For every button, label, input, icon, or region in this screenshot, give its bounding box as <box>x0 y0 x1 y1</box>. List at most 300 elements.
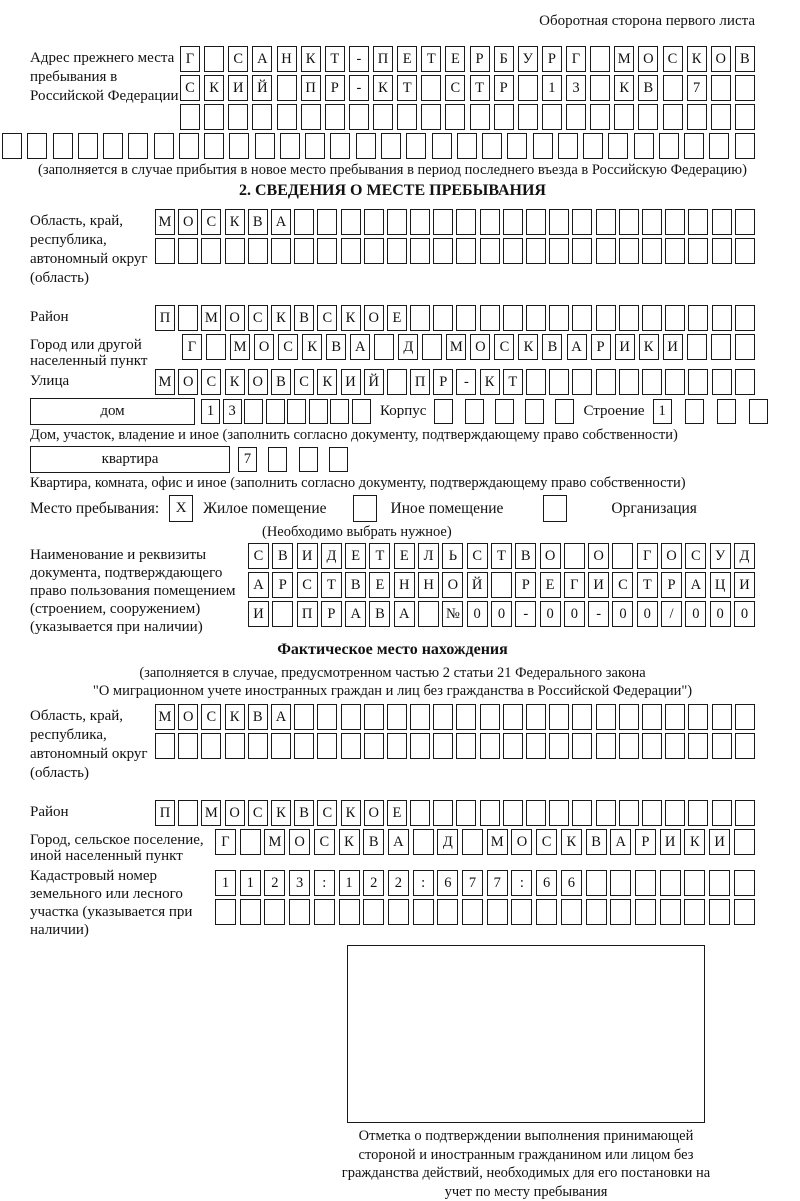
char-cell[interactable] <box>642 369 662 395</box>
oblast-row-2[interactable] <box>155 238 755 264</box>
char-cell[interactable] <box>406 133 426 159</box>
char-cell[interactable]: В <box>294 800 314 826</box>
char-cell[interactable] <box>228 104 248 130</box>
document-row-3[interactable] <box>248 601 755 627</box>
char-cell[interactable]: О <box>470 334 490 360</box>
char-cell[interactable] <box>240 829 261 855</box>
kvartira-box[interactable]: квартира <box>30 446 230 473</box>
char-cell[interactable]: К <box>518 334 538 360</box>
char-cell[interactable] <box>480 238 500 264</box>
dom-box[interactable]: дом <box>30 398 195 425</box>
char-cell[interactable] <box>495 399 514 424</box>
char-cell[interactable] <box>494 104 514 130</box>
char-cell[interactable] <box>349 104 369 130</box>
char-cell[interactable]: О <box>540 543 561 569</box>
char-cell[interactable]: П <box>410 369 430 395</box>
char-cell[interactable]: Т <box>421 46 441 72</box>
char-cell[interactable] <box>663 104 683 130</box>
char-cell[interactable]: Е <box>394 543 415 569</box>
char-cell[interactable]: Д <box>437 829 458 855</box>
char-cell[interactable]: К <box>271 800 291 826</box>
ulitsa-row[interactable] <box>155 369 755 395</box>
char-cell[interactable]: 3 <box>566 75 586 101</box>
char-cell[interactable] <box>518 75 538 101</box>
char-cell[interactable]: Д <box>321 543 342 569</box>
char-cell[interactable] <box>549 238 569 264</box>
char-cell[interactable] <box>526 733 546 759</box>
char-cell[interactable]: 7 <box>487 870 508 896</box>
char-cell[interactable] <box>364 238 384 264</box>
char-cell[interactable] <box>536 899 557 925</box>
char-cell[interactable] <box>619 209 639 235</box>
char-cell[interactable]: О <box>225 800 245 826</box>
char-cell[interactable]: К <box>480 369 500 395</box>
char-cell[interactable] <box>432 133 452 159</box>
char-cell[interactable]: А <box>350 334 370 360</box>
char-cell[interactable]: И <box>734 572 755 598</box>
char-cell[interactable]: С <box>536 829 557 855</box>
char-cell[interactable] <box>660 870 681 896</box>
char-cell[interactable] <box>660 899 681 925</box>
char-cell[interactable]: Г <box>180 46 200 72</box>
char-cell[interactable] <box>572 733 592 759</box>
char-cell[interactable] <box>2 133 22 159</box>
char-cell[interactable] <box>201 733 221 759</box>
char-cell[interactable]: Г <box>566 46 586 72</box>
char-cell[interactable] <box>734 870 755 896</box>
char-cell[interactable] <box>610 899 631 925</box>
char-cell[interactable]: 2 <box>388 870 409 896</box>
char-cell[interactable]: А <box>271 704 291 730</box>
char-cell[interactable]: М <box>230 334 250 360</box>
char-cell[interactable]: И <box>341 369 361 395</box>
char-cell[interactable]: Т <box>321 572 342 598</box>
char-cell[interactable] <box>665 704 685 730</box>
char-cell[interactable] <box>482 133 502 159</box>
char-cell[interactable] <box>225 733 245 759</box>
char-cell[interactable] <box>642 704 662 730</box>
char-cell[interactable]: Е <box>387 800 407 826</box>
char-cell[interactable]: : <box>314 870 335 896</box>
char-cell[interactable] <box>608 133 628 159</box>
char-cell[interactable] <box>735 334 755 360</box>
char-cell[interactable] <box>572 238 592 264</box>
char-cell[interactable]: П <box>301 75 321 101</box>
char-cell[interactable] <box>619 369 639 395</box>
char-cell[interactable] <box>410 704 430 730</box>
char-cell[interactable] <box>711 334 731 360</box>
gorod-row[interactable] <box>182 334 755 360</box>
char-cell[interactable] <box>503 800 523 826</box>
char-cell[interactable] <box>572 209 592 235</box>
char-cell[interactable]: Т <box>325 46 345 72</box>
char-cell[interactable]: С <box>278 334 298 360</box>
char-cell[interactable] <box>178 733 198 759</box>
char-cell[interactable] <box>735 75 755 101</box>
char-cell[interactable] <box>564 543 585 569</box>
char-cell[interactable] <box>352 399 371 424</box>
char-cell[interactable] <box>305 133 325 159</box>
char-cell[interactable] <box>277 104 297 130</box>
char-cell[interactable] <box>456 305 476 331</box>
char-cell[interactable] <box>179 133 199 159</box>
char-cell[interactable] <box>619 238 639 264</box>
char-cell[interactable]: С <box>467 543 488 569</box>
char-cell[interactable]: К <box>373 75 393 101</box>
char-cell[interactable]: А <box>567 334 587 360</box>
char-cell[interactable] <box>642 733 662 759</box>
char-cell[interactable]: 0 <box>467 601 488 627</box>
char-cell[interactable] <box>665 800 685 826</box>
char-cell[interactable] <box>665 238 685 264</box>
char-cell[interactable]: С <box>180 75 200 101</box>
char-cell[interactable] <box>503 704 523 730</box>
char-cell[interactable]: Т <box>503 369 523 395</box>
char-cell[interactable] <box>204 104 224 130</box>
char-cell[interactable] <box>215 899 236 925</box>
char-cell[interactable] <box>364 704 384 730</box>
char-cell[interactable] <box>317 238 337 264</box>
char-cell[interactable]: 6 <box>561 870 582 896</box>
char-cell[interactable] <box>572 800 592 826</box>
char-cell[interactable] <box>373 104 393 130</box>
char-cell[interactable]: Й <box>252 75 272 101</box>
char-cell[interactable] <box>341 704 361 730</box>
char-cell[interactable] <box>434 399 453 424</box>
char-cell[interactable] <box>268 447 287 472</box>
char-cell[interactable] <box>734 899 755 925</box>
char-cell[interactable] <box>596 704 616 730</box>
char-cell[interactable] <box>526 238 546 264</box>
char-cell[interactable]: Е <box>345 543 366 569</box>
char-cell[interactable] <box>264 899 285 925</box>
char-cell[interactable]: 6 <box>437 870 458 896</box>
char-cell[interactable] <box>526 305 546 331</box>
char-cell[interactable] <box>735 369 755 395</box>
char-cell[interactable] <box>561 899 582 925</box>
char-cell[interactable] <box>418 601 439 627</box>
char-cell[interactable]: С <box>297 572 318 598</box>
char-cell[interactable]: П <box>373 46 393 72</box>
dom-cells[interactable] <box>201 399 371 424</box>
char-cell[interactable] <box>480 704 500 730</box>
checkbox-inoe[interactable] <box>353 495 377 522</box>
char-cell[interactable] <box>642 305 662 331</box>
char-cell[interactable] <box>590 46 610 72</box>
char-cell[interactable] <box>341 733 361 759</box>
char-cell[interactable] <box>549 704 569 730</box>
char-cell[interactable] <box>635 899 656 925</box>
char-cell[interactable] <box>572 704 592 730</box>
char-cell[interactable]: А <box>345 601 366 627</box>
char-cell[interactable] <box>487 899 508 925</box>
char-cell[interactable]: И <box>297 543 318 569</box>
char-cell[interactable] <box>596 238 616 264</box>
char-cell[interactable] <box>688 238 708 264</box>
char-cell[interactable]: И <box>709 829 730 855</box>
char-cell[interactable]: М <box>155 369 175 395</box>
kadastr-row-2[interactable] <box>215 899 755 925</box>
char-cell[interactable] <box>619 733 639 759</box>
char-cell[interactable] <box>413 829 434 855</box>
char-cell[interactable] <box>596 209 616 235</box>
char-cell[interactable]: Т <box>470 75 490 101</box>
char-cell[interactable]: В <box>735 46 755 72</box>
char-cell[interactable] <box>549 733 569 759</box>
char-cell[interactable]: С <box>248 800 268 826</box>
fact-rayon-row[interactable] <box>155 800 755 826</box>
char-cell[interactable]: Е <box>445 46 465 72</box>
char-cell[interactable]: : <box>511 870 532 896</box>
char-cell[interactable] <box>596 305 616 331</box>
char-cell[interactable]: О <box>254 334 274 360</box>
char-cell[interactable] <box>294 704 314 730</box>
char-cell[interactable]: 1 <box>215 870 236 896</box>
char-cell[interactable]: В <box>369 601 390 627</box>
char-cell[interactable]: В <box>363 829 384 855</box>
char-cell[interactable]: - <box>588 601 609 627</box>
char-cell[interactable] <box>507 133 527 159</box>
char-cell[interactable]: Г <box>215 829 236 855</box>
char-cell[interactable] <box>549 800 569 826</box>
char-cell[interactable] <box>277 75 297 101</box>
char-cell[interactable] <box>309 399 328 424</box>
char-cell[interactable]: М <box>487 829 508 855</box>
char-cell[interactable] <box>387 369 407 395</box>
char-cell[interactable]: К <box>225 704 245 730</box>
char-cell[interactable]: 2 <box>363 870 384 896</box>
char-cell[interactable] <box>572 305 592 331</box>
char-cell[interactable]: 1 <box>542 75 562 101</box>
char-cell[interactable] <box>178 800 198 826</box>
char-cell[interactable]: И <box>615 334 635 360</box>
char-cell[interactable] <box>635 870 656 896</box>
char-cell[interactable] <box>583 133 603 159</box>
char-cell[interactable] <box>271 733 291 759</box>
char-cell[interactable]: 0 <box>734 601 755 627</box>
char-cell[interactable] <box>325 104 345 130</box>
char-cell[interactable]: И <box>663 334 683 360</box>
char-cell[interactable]: Т <box>491 543 512 569</box>
char-cell[interactable] <box>596 733 616 759</box>
char-cell[interactable]: В <box>248 704 268 730</box>
char-cell[interactable]: - <box>349 75 369 101</box>
char-cell[interactable] <box>433 305 453 331</box>
char-cell[interactable] <box>735 133 755 159</box>
char-cell[interactable]: 0 <box>710 601 731 627</box>
char-cell[interactable]: С <box>494 334 514 360</box>
char-cell[interactable]: 0 <box>685 601 706 627</box>
char-cell[interactable] <box>665 305 685 331</box>
char-cell[interactable]: 3 <box>289 870 310 896</box>
char-cell[interactable]: В <box>271 369 291 395</box>
char-cell[interactable] <box>178 305 198 331</box>
char-cell[interactable] <box>421 75 441 101</box>
char-cell[interactable] <box>330 133 350 159</box>
char-cell[interactable] <box>735 704 755 730</box>
char-cell[interactable]: И <box>228 75 248 101</box>
char-cell[interactable]: Т <box>369 543 390 569</box>
char-cell[interactable] <box>374 334 394 360</box>
char-cell[interactable] <box>712 800 732 826</box>
char-cell[interactable] <box>180 104 200 130</box>
char-cell[interactable]: И <box>248 601 269 627</box>
char-cell[interactable] <box>712 704 732 730</box>
char-cell[interactable]: К <box>225 369 245 395</box>
char-cell[interactable] <box>456 209 476 235</box>
char-cell[interactable] <box>711 75 731 101</box>
char-cell[interactable] <box>53 133 73 159</box>
char-cell[interactable] <box>665 209 685 235</box>
char-cell[interactable]: 1 <box>201 399 220 424</box>
char-cell[interactable] <box>612 543 633 569</box>
char-cell[interactable]: С <box>201 209 221 235</box>
char-cell[interactable] <box>387 733 407 759</box>
char-cell[interactable] <box>663 75 683 101</box>
char-cell[interactable] <box>317 733 337 759</box>
char-cell[interactable] <box>735 305 755 331</box>
char-cell[interactable] <box>480 209 500 235</box>
char-cell[interactable]: А <box>685 572 706 598</box>
char-cell[interactable] <box>317 209 337 235</box>
char-cell[interactable] <box>503 733 523 759</box>
char-cell[interactable]: В <box>294 305 314 331</box>
char-cell[interactable] <box>566 104 586 130</box>
char-cell[interactable] <box>301 104 321 130</box>
char-cell[interactable]: 0 <box>491 601 512 627</box>
char-cell[interactable] <box>596 369 616 395</box>
char-cell[interactable] <box>433 733 453 759</box>
char-cell[interactable] <box>688 733 708 759</box>
char-cell[interactable] <box>364 209 384 235</box>
oblast-row-1[interactable] <box>155 209 755 235</box>
char-cell[interactable]: Н <box>277 46 297 72</box>
char-cell[interactable] <box>457 133 477 159</box>
char-cell[interactable]: В <box>345 572 366 598</box>
char-cell[interactable]: К <box>561 829 582 855</box>
kvartira-cells[interactable] <box>238 447 348 472</box>
char-cell[interactable]: Е <box>540 572 561 598</box>
char-cell[interactable] <box>317 704 337 730</box>
char-cell[interactable]: А <box>252 46 272 72</box>
char-cell[interactable] <box>503 238 523 264</box>
char-cell[interactable]: О <box>711 46 731 72</box>
char-cell[interactable] <box>252 104 272 130</box>
char-cell[interactable] <box>586 899 607 925</box>
char-cell[interactable]: Ц <box>710 572 731 598</box>
fact-gorod-row[interactable] <box>215 829 755 855</box>
char-cell[interactable] <box>341 238 361 264</box>
char-cell[interactable] <box>280 133 300 159</box>
char-cell[interactable] <box>542 104 562 130</box>
char-cell[interactable]: О <box>178 209 198 235</box>
char-cell[interactable] <box>244 399 263 424</box>
char-cell[interactable]: О <box>588 543 609 569</box>
prev-address-row-1[interactable] <box>180 46 755 72</box>
char-cell[interactable] <box>456 238 476 264</box>
char-cell[interactable]: В <box>542 334 562 360</box>
char-cell[interactable]: В <box>638 75 658 101</box>
char-cell[interactable] <box>456 733 476 759</box>
char-cell[interactable]: К <box>339 829 360 855</box>
prev-address-row-2[interactable] <box>180 75 755 101</box>
char-cell[interactable]: 0 <box>612 601 633 627</box>
char-cell[interactable] <box>684 870 705 896</box>
char-cell[interactable]: Н <box>418 572 439 598</box>
char-cell[interactable] <box>712 238 732 264</box>
char-cell[interactable] <box>387 209 407 235</box>
char-cell[interactable]: - <box>456 369 476 395</box>
char-cell[interactable] <box>437 899 458 925</box>
char-cell[interactable] <box>688 305 708 331</box>
char-cell[interactable]: С <box>663 46 683 72</box>
char-cell[interactable] <box>272 601 293 627</box>
char-cell[interactable]: 1 <box>339 870 360 896</box>
char-cell[interactable]: С <box>294 369 314 395</box>
char-cell[interactable]: 2 <box>264 870 285 896</box>
char-cell[interactable]: И <box>660 829 681 855</box>
char-cell[interactable] <box>526 209 546 235</box>
char-cell[interactable]: Е <box>397 46 417 72</box>
char-cell[interactable] <box>433 238 453 264</box>
char-cell[interactable]: Р <box>591 334 611 360</box>
char-cell[interactable]: К <box>317 369 337 395</box>
char-cell[interactable] <box>735 104 755 130</box>
prev-address-row-4[interactable] <box>2 133 755 159</box>
char-cell[interactable] <box>204 133 224 159</box>
document-row-2[interactable] <box>248 572 755 598</box>
char-cell[interactable] <box>206 334 226 360</box>
char-cell[interactable]: О <box>225 305 245 331</box>
char-cell[interactable]: Р <box>325 75 345 101</box>
char-cell[interactable]: Т <box>397 75 417 101</box>
char-cell[interactable] <box>413 899 434 925</box>
char-cell[interactable]: В <box>326 334 346 360</box>
char-cell[interactable]: А <box>610 829 631 855</box>
char-cell[interactable] <box>341 209 361 235</box>
char-cell[interactable]: М <box>201 305 221 331</box>
char-cell[interactable]: К <box>684 829 705 855</box>
char-cell[interactable]: Ь <box>442 543 463 569</box>
char-cell[interactable] <box>586 870 607 896</box>
char-cell[interactable] <box>178 238 198 264</box>
char-cell[interactable]: У <box>710 543 731 569</box>
char-cell[interactable]: Р <box>515 572 536 598</box>
char-cell[interactable]: К <box>639 334 659 360</box>
char-cell[interactable] <box>712 209 732 235</box>
char-cell[interactable] <box>456 704 476 730</box>
char-cell[interactable] <box>684 133 704 159</box>
char-cell[interactable]: М <box>155 209 175 235</box>
char-cell[interactable]: О <box>178 369 198 395</box>
char-cell[interactable] <box>287 399 306 424</box>
char-cell[interactable] <box>294 733 314 759</box>
char-cell[interactable]: П <box>155 305 175 331</box>
char-cell[interactable] <box>619 800 639 826</box>
char-cell[interactable] <box>590 104 610 130</box>
char-cell[interactable] <box>294 238 314 264</box>
char-cell[interactable] <box>526 369 546 395</box>
char-cell[interactable] <box>128 133 148 159</box>
char-cell[interactable]: Й <box>364 369 384 395</box>
char-cell[interactable]: К <box>271 305 291 331</box>
char-cell[interactable] <box>712 305 732 331</box>
char-cell[interactable]: 0 <box>564 601 585 627</box>
char-cell[interactable] <box>665 733 685 759</box>
char-cell[interactable]: О <box>248 369 268 395</box>
checkbox-org[interactable] <box>543 495 567 522</box>
char-cell[interactable] <box>687 334 707 360</box>
